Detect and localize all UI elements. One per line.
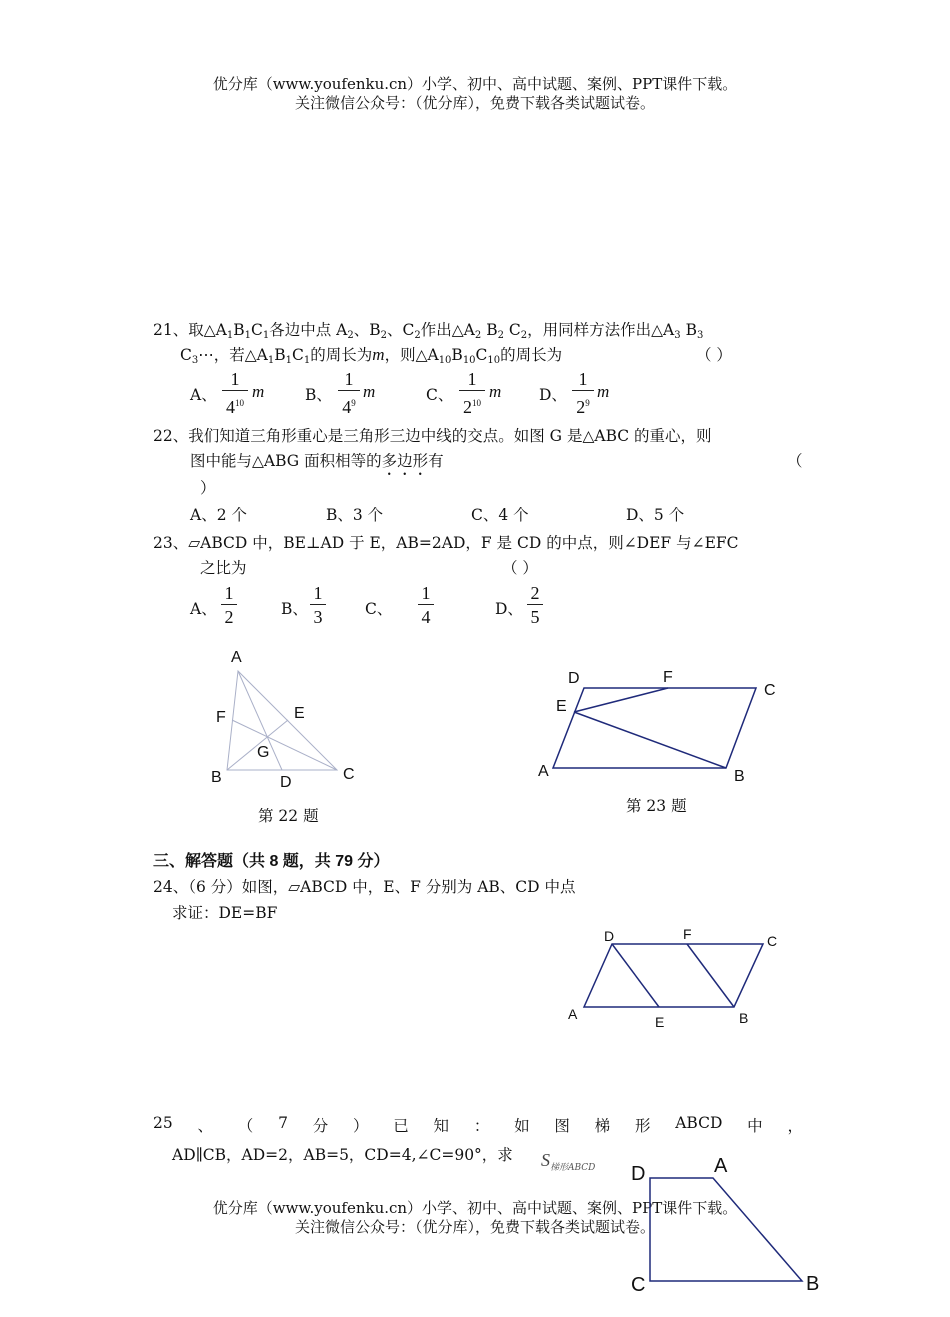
q23-option-b-label: B、 — [281, 600, 308, 618]
median-cf — [232, 720, 337, 770]
q25-figure — [640, 1170, 810, 1290]
q22-fig-label-f: F — [216, 709, 226, 726]
q24-figure — [575, 933, 778, 1015]
q23-caption: 第 23 题 — [626, 797, 687, 815]
segment-ef — [574, 688, 668, 712]
q23-option-c-fraction: 1 4 — [418, 583, 434, 628]
q21-option-d-fraction: 1 $2^9$ — [572, 369, 594, 418]
q22-option-a: A、2 个 — [190, 506, 247, 524]
q22-fig-label-c: C — [343, 766, 355, 783]
q23-fig-label-e: E — [556, 698, 567, 715]
q22-option-c: C、4 个 — [471, 506, 529, 524]
q21-option-a-fraction: 1 $4^{10}$ — [222, 369, 248, 418]
q23-option-d-label: D、 — [495, 600, 523, 618]
q22-fig-label-g: G — [257, 744, 270, 761]
q21-option-d-label: D、 — [539, 386, 567, 404]
q23-fig-label-d: D — [568, 670, 580, 687]
q21-option-c-fraction: 1 $2^{10}$ — [459, 369, 485, 418]
q25-fig-label-c: C — [631, 1274, 646, 1296]
q23-line-2: 之比为 — [200, 559, 247, 577]
parallelogram-abcd — [584, 944, 763, 1007]
q22-line-2: 图中能与△ABG 面积相等的多边形有 — [190, 452, 444, 470]
q21-line-2: $C_3\cdots$，若$\triangle A_1B_1C_1$的周长为m，则$\triangle A_{10}B_{10}C_{10}$的周长为 — [180, 345, 563, 366]
q22-fig-label-e: E — [294, 705, 305, 722]
q24-line-2: 求证：DE=BF — [172, 904, 278, 922]
q22-option-d: D、5 个 — [626, 506, 685, 524]
trapezoid-abcd — [650, 1178, 802, 1281]
q21-line-1: 21、取$\triangle A_1B_1C_1$各边中点 $A_2$、$B_2$、$C_2$作出$\triangle A_2$ $B_2$ $C_2$，用同样方法作出$\triangle A_3$ $B_3$ — [153, 321, 704, 341]
q21-option-a-label: A、 — [190, 386, 217, 404]
q23-option-c-label: C、 — [365, 600, 393, 618]
q23-figure — [540, 675, 770, 780]
segment-eb — [574, 712, 726, 768]
q24-fig-label-d: D — [604, 928, 615, 944]
section-3-title: 三、解答题（共 8 题，共 79 分） — [153, 853, 390, 870]
q25-fig-label-a: A — [714, 1155, 728, 1177]
triangle-abc — [227, 671, 337, 770]
q25-line-1: 25 、 （ 7 分 ） 已 知 ： 如 图 梯 形 ABCD 中 ， — [153, 1114, 803, 1135]
q21-option-b-var: m — [363, 382, 376, 401]
q22-fig-label-d: D — [280, 774, 292, 791]
q23-option-b-fraction: 1 3 — [310, 583, 326, 628]
footer-line-1: 优分库（www.youfenku.cn）小学、初中、高中试题、案例、PPT课件下载。 — [212, 1199, 738, 1217]
q25-fig-label-d: D — [631, 1163, 646, 1185]
q22-paren-close: ） — [200, 479, 216, 497]
q21-option-c-label: C、 — [426, 386, 454, 404]
q22-line-1: 22、我们知道三角形重心是三角形三边中线的交点。如图 G 是△ABC 的重心，则 — [153, 427, 712, 445]
q21-answer-paren: （ ） — [696, 346, 732, 364]
q21-option-d-var: m — [597, 382, 610, 401]
footer-line-2: 关注微信公众号：（优分库），免费下载各类试题试卷。 — [294, 1218, 655, 1236]
header-line-1: 优分库（www.youfenku.cn）小学、初中、高中试题、案例、PPT课件下载。 — [212, 75, 738, 93]
q23-line-1: 23、▱ABCD 中，BE⊥AD 于 E，AB=2AD，F 是 CD 的中点，则∠DEF 与∠EFC — [153, 534, 739, 552]
q21-option-b-fraction: 1 $4^9$ — [338, 369, 360, 418]
q25-fig-label-b: B — [806, 1273, 820, 1295]
header-line-2: 关注微信公众号：（优分库），免费下载各类试题试卷。 — [294, 94, 655, 112]
q23-fig-label-f: F — [663, 669, 673, 686]
q24-line-1: 24、（6 分）如图，▱ABCD 中，E、F 分别为 AB、CD 中点 — [153, 878, 576, 896]
q22-option-b: B、3 个 — [326, 506, 384, 524]
q23-option-d-fraction: 2 5 — [527, 583, 543, 628]
q22-paren-open: （ — [787, 452, 803, 470]
q23-option-a-fraction: 1 2 — [221, 583, 237, 628]
q25-line-2: AD∥CB，AD=2，AB=5，CD=4,∠C=90°，求 — [172, 1146, 513, 1164]
q23-fig-label-b: B — [734, 768, 745, 785]
q24-fig-label-a: A — [568, 1006, 578, 1022]
q23-option-a-label: A、 — [190, 600, 217, 618]
q22-caption: 第 22 题 — [258, 807, 319, 825]
q21-option-a-var: m — [252, 382, 265, 401]
q23-fig-label-c: C — [764, 682, 776, 699]
q22-fig-label-b: B — [211, 769, 222, 786]
parallelogram-abcd — [553, 688, 756, 768]
segment-bf — [687, 944, 734, 1007]
q21-option-b-label: B、 — [305, 386, 332, 404]
q24-fig-label-f: F — [683, 926, 692, 942]
q22-fig-label-a: A — [231, 649, 242, 666]
q21-option-c-var: m — [489, 382, 502, 401]
q24-fig-label-c: C — [767, 933, 778, 949]
q24-fig-label-b: B — [739, 1010, 749, 1026]
q25-area-symbol: $S_{梯形ABCD}$ — [541, 1150, 596, 1173]
segment-de — [612, 944, 659, 1007]
q23-answer-paren: （ ） — [502, 559, 538, 577]
q24-fig-label-e: E — [655, 1014, 665, 1030]
q23-fig-label-a: A — [538, 763, 549, 780]
